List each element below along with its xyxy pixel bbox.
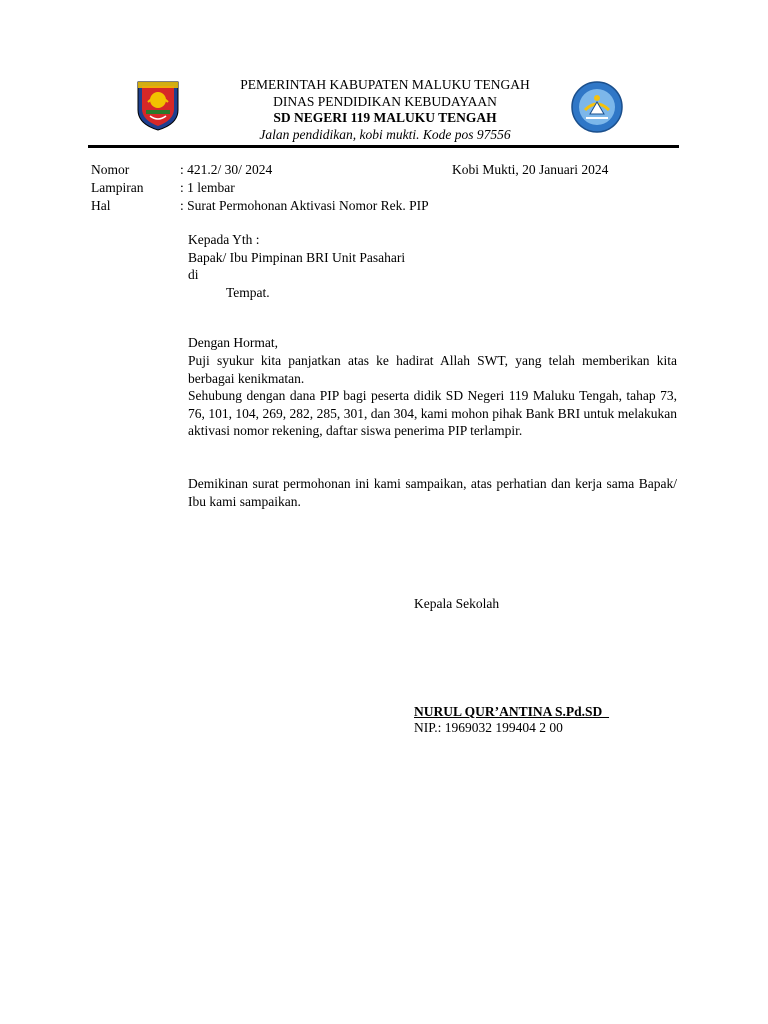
recipient-di: di: [188, 267, 199, 282]
meta-row-hal: [91, 197, 429, 215]
signature-title: Kepala Sekolah: [414, 596, 500, 611]
letterhead-school-name: SD NEGERI 119 MALUKU TENGAH: [273, 110, 497, 125]
paragraph-request: Sehubung dengan dana PIP bagi peserta didik SD Negeri 119 Maluku Tengah, tahap 73, 76, 101, 104, 269, 282, 285, 301, dan 304, kami mohon pihak Bank BRI untuk melakukan aktivasi nomor rekening, daftar siswa penerima PIP terlampir.: [188, 388, 677, 439]
paragraph-opening: Puji syukur kita panjatkan atas ke hadirat Allah SWT, yang telah memberikan kita berbagai kenikmatan.: [188, 353, 677, 386]
paragraph-closing: Demikinan surat permohonan ini kami sampaikan, atas perhatian dan kerja sama Bapak/ Ibu kami sampaikan.: [188, 476, 677, 509]
letterhead-address: Jalan pendidikan, kobi mukti. Kode pos 97556: [259, 126, 511, 142]
letterhead-line-department: DINAS PENDIDIKAN KEBUDAYAAN: [273, 93, 497, 109]
meta-row-lampiran: [91, 179, 235, 197]
recipient-place: Tempat.: [226, 285, 270, 300]
hal-value: : Surat Permohonan Aktivasi Nomor Rek. PIP: [180, 198, 429, 213]
greeting: Dengan Hormat,: [188, 335, 278, 350]
recipient-name: Bapak/ Ibu Pimpinan BRI Unit Pasahari: [188, 250, 406, 265]
meta-row-nomor: [91, 161, 272, 179]
place-date: Kobi Mukti, 20 Januari 2024: [452, 162, 609, 177]
letterhead-divider: [88, 145, 679, 148]
letterhead: [180, 77, 590, 143]
nomor-label: Nomor: [91, 162, 130, 177]
recipient-salutation: Kepada Yth :: [188, 232, 260, 247]
regency-emblem-icon: [134, 80, 182, 132]
signature-name: NURUL QUR’ANTINA S.Pd.SD: [414, 704, 610, 719]
nomor-value: : 421.2/ 30/ 2024: [180, 162, 273, 177]
hal-label: Hal: [91, 198, 111, 213]
lampiran-value: : 1 lembar: [180, 180, 235, 195]
lampiran-label: Lampiran: [91, 180, 144, 195]
signature-nip: NIP.: 1969032 199404 2 00: [414, 720, 563, 735]
letterhead-line-government: PEMERINTAH KABUPATEN MALUKU TENGAH: [240, 77, 530, 92]
